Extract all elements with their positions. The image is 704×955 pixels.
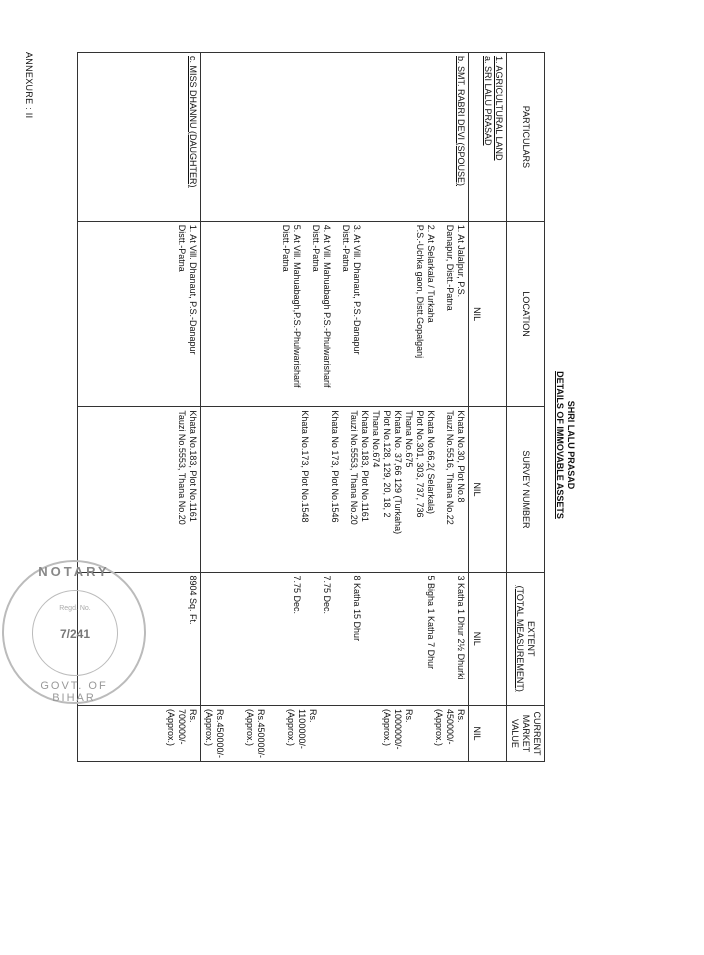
location-cell [78,221,201,407]
rabri-survey-2 [348,410,370,568]
survey-cell [201,407,469,572]
survey-line: Khata No.183, Plot No.1161 [360,410,370,522]
loc-line: 1. At Jalalpur, P.S. [456,224,466,298]
header-value-text: CURRENT MARKET [521,711,542,756]
survey-cell [469,407,507,572]
survey-line: Khata No. 37,66 129 (Turkaha) [393,410,403,535]
header-particulars [507,53,545,222]
rabri-value-1: Rs. 1000000/- (Approx.) [382,708,414,750]
rabri-location-2 [340,225,362,404]
stamp-bottom-text: GOVT. OF BIHAR [40,680,108,704]
dhannu-value-0: Rs. 700000/- (Approx.) [166,708,198,746]
nil-survey: NIL [472,482,482,497]
stamp-inner-text: Regd. No. [59,605,91,612]
survey-line: Tauzi No.5553, Thana No.20 [349,410,359,525]
rabri-survey-1 [370,410,436,568]
loc-line: Danapur, Distt.-Patna [445,224,455,311]
owner-dhannu: c. MISS DHANNU (DAUGHTER) [188,56,198,188]
loc-line: 4. At Vill. Mahuabagh P.S.-Phulwarisharif [322,224,332,388]
rabri-extent-0: 3 Katha 1 Dhur 2½ Dhurki [456,575,466,680]
location-cell [469,221,507,407]
header-value [507,705,545,761]
assets-table [77,52,545,762]
header-location [507,221,545,407]
loc-line: 1. At Vill. Dhanaut, P.S.-Danapur [188,224,198,355]
loc-line: Distt.-Patna [177,224,187,272]
rabri-value-0: Rs. 450000/- (Approx.) [434,708,466,746]
owner-rabri: b. SMT. RABRI DEVI (SPOUSE) [456,56,466,187]
nil-location: NIL [472,307,482,322]
value-cell [201,705,469,761]
survey-line: Tauzi No.5553, Thana No.20 [177,410,187,525]
loc-line: Distt.-Patna [341,224,351,272]
header-extent-text: EXTENT [526,620,537,657]
rabri-survey-0 [444,410,466,568]
header-extent-sub: (TOTAL MEASUREMENT) [515,585,526,692]
annexure-label: ANNEXURE : II [24,52,34,119]
document-title [554,320,576,570]
rabri-location-3 [310,225,332,404]
loc-line: Distt.-Patna [311,224,321,272]
particulars-cell [201,53,469,222]
header-extent [507,572,545,705]
survey-line: Tauzi No.5516, Thana No.22 [445,410,455,525]
header-particulars-text: PARTICULARS [521,105,531,168]
value-cell [469,705,507,761]
rabri-location-0 [444,225,466,404]
loc-line: 3. At Vill. Dhanaut, P.S.-Danapur [352,224,362,355]
table-row [201,53,469,762]
rabri-survey-3 [329,410,340,568]
survey-line: Khata No.30, Plot No.8 [456,410,466,503]
rabri-extent-1: 5 Bigha 1 Katha 7 Dhur [426,575,436,670]
stamp-top-text: NOTARY [38,564,110,579]
rabri-extent-4: 7.75 Dec. [292,575,302,615]
survey-line: Khata No.66,2( Selarkala) [426,410,436,514]
survey-line: Plot No.301, 303, 737, 736 [415,410,425,518]
table-header-row [507,53,545,762]
header-survey-text: SURVEY NUMBER [521,450,531,529]
dhannu-extent-0: 8904 Sq. Ft. [188,575,198,625]
stamp-inner-ring [32,590,118,676]
survey-line: Khata No.173, Plot No.1548 [300,410,310,523]
loc-line: 2. At Selarkala / Turkaha [426,224,436,323]
nil-extent: NIL [472,631,482,646]
rabri-location-4 [280,225,302,404]
rabri-extent-2: 8 Katha 15 Dhur [352,575,362,642]
rabri-value-3: Rs.450000/- (Approx.) [245,708,266,758]
rabri-value-2: Rs. 1100000/- (Approx.) [286,708,318,749]
survey-line: Thana No.674 [371,410,381,468]
stamp-number: 7/241 [59,627,91,641]
particulars-cell [78,53,201,222]
title-name: SHRI LALU PRASAD [566,400,576,490]
rabri-location-1 [414,225,436,404]
header-location-text: LOCATION [521,291,531,337]
survey-line: Khata No 173, Plot No.1546 [330,410,340,523]
rabri-survey-4 [299,410,310,568]
location-cell [201,221,469,407]
extent-cell [201,572,469,705]
header-survey [507,407,545,572]
survey-line: Plot No.128, 129, 20, 18, 2 [382,410,392,518]
extent-cell [469,572,507,705]
nil-value: NIL [472,726,482,741]
table-row [469,53,507,762]
survey-cell [78,407,201,572]
particulars-cell [469,53,507,222]
rabri-extent-3: 7.75 Dec. [322,575,332,615]
owner-lalu: a. SRI LALU PRASAD [483,56,493,146]
survey-line: Khata No.183, Plot No.1161 [188,410,198,522]
value-cell [78,705,201,761]
loc-line: Distt.-Patna [281,224,291,272]
survey-line: Thana No.675 [404,410,414,468]
section-heading: 1. AGRICULTURAL LAND [494,56,504,161]
notary-stamp [2,560,146,704]
rabri-value-4: Rs.450000/- (Approx.) [204,708,225,758]
loc-line: P.S.-Uchka gaon, Distt.Gopalganj [415,224,425,359]
title-subtitle: DETAILS OF IMMOVABLE ASSETS [555,371,565,519]
loc-line: 5. At Vill. Mahuabagh,P.S.-Phulwarisharif [292,224,302,388]
header-value-sub: VALUE [510,719,520,748]
